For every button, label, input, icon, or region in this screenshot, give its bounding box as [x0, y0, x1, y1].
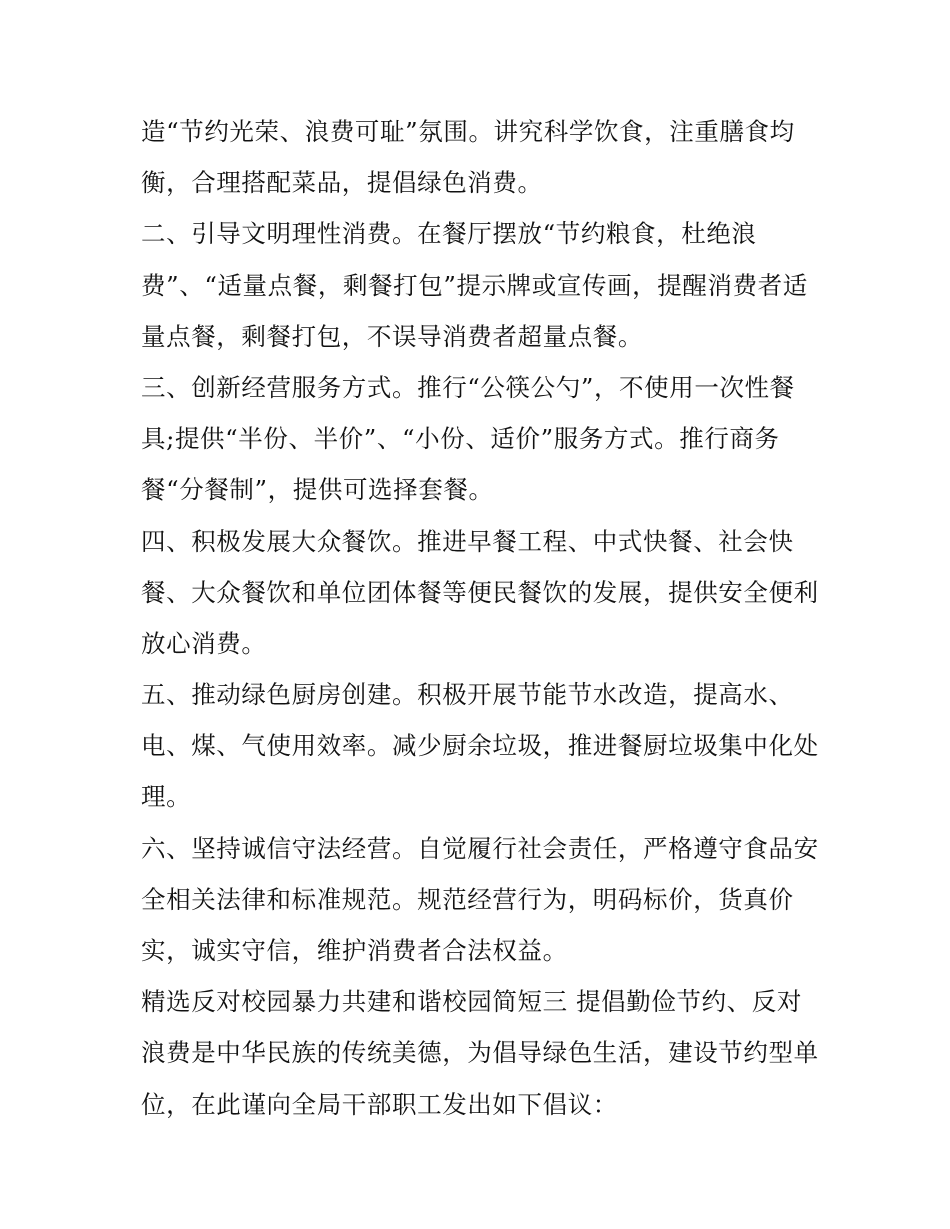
- text-line: 电、煤、气使用效率。减少厨余垃圾，推进餐厨垃圾集中化处: [141, 731, 819, 761]
- text-line: 放心消费。: [141, 628, 267, 658]
- document-body: [141, 106, 821, 1130]
- text-line: 四、积极发展大众餐饮。推进早餐工程、中式快餐、社会快: [141, 526, 794, 556]
- text-line: 全相关法律和标准规范。规范经营行为，明码标价，货真价: [141, 884, 794, 914]
- text-line: 浪费是中华民族的传统美德，为倡导绿色生活，建设节约型单: [141, 1038, 819, 1068]
- text-line: 费”、“适量点餐，剩餐打包”提示牌或宣传画，提醒消费者适: [141, 270, 808, 300]
- text-line: 衡，合理搭配菜品，提倡绿色消费。: [141, 168, 543, 198]
- text-line: 量点餐，剩餐打包，不误导消费者超量点餐。: [141, 321, 643, 351]
- text-line: 理。: [141, 782, 192, 812]
- text-line: 三、创新经营服务方式。推行“公筷公勺”，不使用一次性餐: [141, 372, 795, 402]
- text-line: 六、坚持诚信守法经营。自觉履行社会责任，严格遵守食品安: [141, 833, 819, 863]
- text-line: 具;提供“半份、半价”、“小份、适价”服务方式。推行商务: [141, 424, 780, 454]
- text-line: 餐、大众餐饮和单位团体餐等便民餐饮的发展，提供安全便利: [141, 577, 819, 607]
- text-line: 造“节约光荣、浪费可耻”氛围。讲究科学饮食，注重膳食均: [141, 117, 795, 146]
- text-line: 餐“分餐制”，提供可选择套餐。: [141, 475, 494, 505]
- text-line: 二、引导文明理性消费。在餐厅摆放“节约粮食，杜绝浪: [141, 219, 757, 249]
- text-line: 位，在此谨向全局干部职工发出如下倡议：: [141, 1089, 618, 1119]
- text-line: 精选反对校园暴力共建和谐校园简短三 提倡勤俭节约、反对: [141, 987, 802, 1017]
- text-line: 实，诚实守信，维护消费者合法权益。: [141, 936, 568, 965]
- text-line: 五、推动绿色厨房创建。积极开展节能节水改造，提高水、: [141, 680, 794, 710]
